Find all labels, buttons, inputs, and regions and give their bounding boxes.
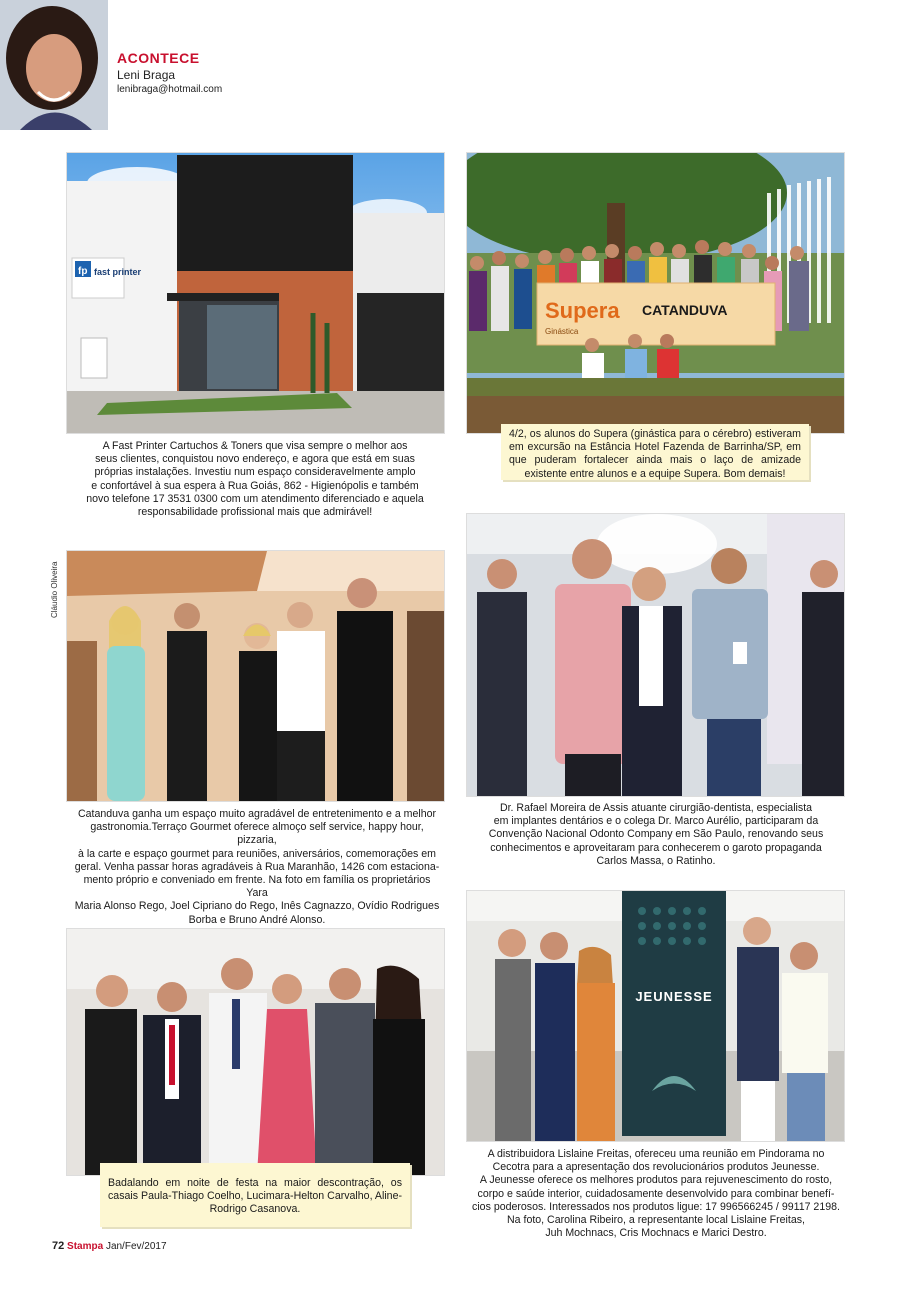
caption-terraco-gourmet: Catanduva ganha um espaço muito agradável de entretenimento e a melhor gastronomia.Terraço Gourmet oferece almoço self service, happy hour, pizzaria, à la carte e espaço gourmet para reuniões, aniversários, comemorações em geral. Venha passar horas agradáveis à Rua Maranhão, 1426 com estaciona- mento próprio e conveniado em frente. Na foto em família os proprietários Yara Maria Alonso Rego, Joel Cipriano do Rego, Inês Cagnazzo, Ovídio Rodrigues Borba e Bruno André Alonso. [74, 808, 440, 926]
caption-party-couples: Badalando em noite de festa na maior descontração, os casais Paula-Thiago Coelho, Lucimara-Helton Carvalho, Aline-Rodrigo Casanova. [100, 1163, 410, 1227]
page-number: 72 [52, 1240, 65, 1252]
photo-jeunesse-meeting [466, 890, 845, 1142]
fast-printer-logo-mark: fp [78, 266, 88, 277]
supera-banner-sub: Ginástica [545, 327, 579, 336]
photo-terraco-gourmet [66, 550, 445, 802]
supera-banner-brand: Supera [545, 298, 620, 323]
magazine-issue: Jan/Fev/2017 [105, 1241, 167, 1252]
magazine-name: Stampa [67, 1241, 104, 1252]
caption-supera: 4/2, os alunos do Supera (ginástica para o cérebro) estiveram em excursão na Estância Hotel Fazenda de Barrinha/SP, em que puderam fortalecer ainda mais o laço de amizade existente entre alunos e a equipe Supera. Bom demais! [501, 424, 809, 480]
author-email: lenibraga@hotmail.com [117, 84, 223, 95]
section-label: ACONTECE [117, 50, 200, 66]
supera-banner-city: CATANDUVA [642, 302, 728, 318]
photo-credit: Cláudio Oliveira [50, 561, 59, 618]
jeunesse-banner-brand: JEUNESSE [635, 989, 713, 1004]
photo-odonto-company [466, 513, 845, 797]
fast-printer-logo-text: fast printer [94, 267, 142, 277]
photo-fast-printer-building [66, 152, 445, 434]
author-photo [0, 0, 108, 130]
caption-odonto-company: Dr. Rafael Moreira de Assis atuante cirurgião-dentista, especialista em implantes dentários e o colega Dr. Marco Aurélio, participaram da Convenção Nacional Odonto Company em São Paulo, renovando seus conhecimentos e aproveitaram para conhecerem o garoto propaganda Carlos Massa, o Ratinho. [488, 802, 824, 867]
caption-fast-printer: A Fast Printer Cartuchos & Toners que visa sempre o melhor aos seus clientes, conquistou novo endereço, e agora que está em suas próprias instalações. Investiu num espaço consideravelmente amplo e confortável à sua espera à Rua Goiás, 862 - Higienópolis e também novo telefone 17 3531 0300 com um atendimento diferenciado e aquela responsabilidade profissional mais que admirável! [86, 440, 424, 519]
photo-party-couples [66, 928, 445, 1176]
photo-supera-excursion [466, 152, 845, 434]
page-footer [52, 1240, 167, 1252]
author-name: Leni Braga [117, 68, 176, 82]
caption-jeunesse: A distribuidora Lislaine Freitas, ofereceu uma reunião em Pindorama no Cecotra para a apresentação dos revolucionários produtos Jeunesse. A Jeunesse oferece os melhores produtos para rejuvenescimento do rosto, corpo e saúde interior, cuidadosamente desenvolvido para combinar benefí- cios poderosos. Interessados nos produtos ligue: 17 996566245 / 99117 2198. Na foto, Carolina Ribeiro, a representante local Lislaine Freitas, Juh Mochnacs, Cris Mochnacs e Marici Destro. [472, 1148, 840, 1240]
